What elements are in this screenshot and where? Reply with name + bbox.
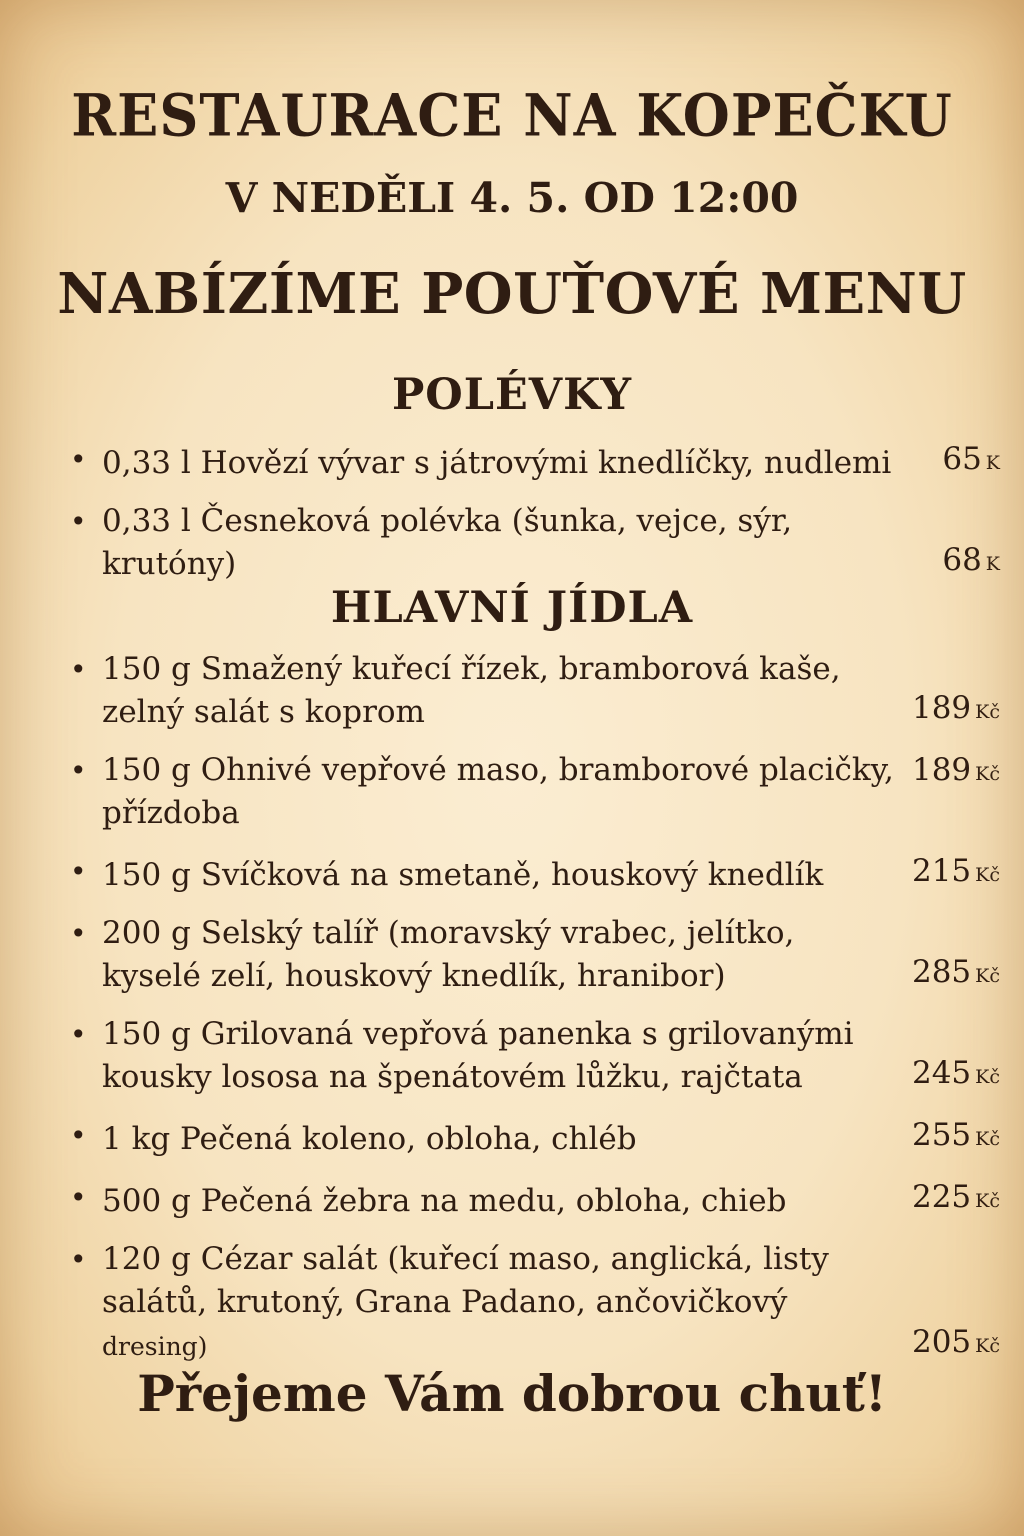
menu-item: [70, 850, 1000, 897]
price-value: 215: [911, 853, 972, 889]
price-value: 68: [942, 542, 982, 578]
item-price: [912, 749, 1000, 796]
bullet-icon: •: [70, 653, 87, 686]
price-currency: Kč: [975, 1128, 1000, 1150]
menu-headline: NABÍZÍME POUŤOVÉ MENU: [57, 261, 967, 327]
bullet-icon: •: [70, 505, 87, 538]
item-description-small: dresing): [102, 1332, 208, 1361]
item-price: [912, 1052, 1000, 1099]
price-value: 285: [911, 954, 972, 990]
footer-greeting: Přejeme Vám dobrou chuť!: [137, 1364, 887, 1423]
mains-list: [70, 648, 1000, 1383]
price-currency: Kč: [975, 1335, 1000, 1357]
price-value: 245: [911, 1055, 972, 1091]
item-description: 0,33 l Česneková polévka (šunka, vejce, sýr, krutóny): [102, 503, 793, 582]
price-currency: K: [985, 452, 1000, 474]
menu-item: [70, 438, 1000, 485]
price-currency: Kč: [975, 965, 1000, 987]
event-date: V NEDĚLI 4. 5. OD 12:00: [225, 174, 799, 222]
bullet-icon: •: [70, 1018, 87, 1051]
item-price: [912, 687, 1000, 734]
item-description: 500 g Pečená žebra na medu, obloha, chieb: [102, 1183, 787, 1219]
menu-item: [70, 1238, 1000, 1368]
item-description: 1 kg Pečená koleno, obloha, chléb: [102, 1121, 637, 1157]
item-description: 150 g Ohnivé vepřové maso, bramborové placičky, přízdoba: [102, 752, 894, 831]
bullet-icon: •: [70, 754, 87, 787]
item-price: [912, 1114, 1000, 1161]
bullet-icon: •: [70, 443, 87, 476]
price-currency: Kč: [975, 1190, 1000, 1212]
soups-list: [70, 438, 1000, 601]
item-price: [942, 438, 1000, 485]
item-price: [912, 1321, 1000, 1368]
bullet-icon: •: [70, 917, 87, 950]
price-currency: Kč: [975, 864, 1000, 886]
price-value: 255: [911, 1117, 972, 1153]
price-currency: Kč: [975, 701, 1000, 723]
price-currency: K: [985, 553, 1000, 575]
bullet-icon: •: [70, 1243, 87, 1276]
item-description-main: 120 g Cézar salát (kuřecí maso, anglická, listy salátů, krutoný, Grana Padano, ančovičkový: [102, 1241, 829, 1320]
item-price: [912, 1176, 1000, 1223]
menu-item: [70, 500, 1000, 586]
item-price: [912, 850, 1000, 897]
bullet-icon: •: [70, 1119, 87, 1152]
restaurant-name: RESTAURACE NA KOPEČKU: [71, 80, 953, 150]
price-value: 189: [911, 752, 972, 788]
item-description: 150 g Smažený kuřecí řízek, bramborová kaše, zelný salát s koprom: [102, 651, 841, 730]
item-description: 150 g Grilovaná vepřová panenka s grilovanými kousky lososa na špenátovém lůžku, rajčtata: [102, 1016, 854, 1095]
menu-item: [70, 749, 1000, 835]
price-value: 189: [911, 690, 972, 726]
price-value: 65: [942, 441, 982, 477]
price-currency: Kč: [975, 763, 1000, 785]
item-description: 150 g Svíčková na smetaně, houskový knedlík: [102, 857, 824, 893]
menu-item: [70, 648, 1000, 734]
mains-section-title: HLAVNÍ JÍDLA: [330, 583, 694, 633]
soups-section-title: POLÉVKY: [391, 370, 633, 420]
menu-item: [70, 1176, 1000, 1223]
price-value: 205: [911, 1324, 972, 1360]
item-description: 200 g Selský talíř (moravský vrabec, jelítko, kyselé zelí, houskový knedlík, hranibor): [102, 915, 795, 994]
bullet-icon: •: [70, 855, 87, 888]
bullet-icon: •: [70, 1181, 87, 1214]
item-description: 0,33 l Hovězí vývar s játrovými knedlíčky, nudlemi: [102, 445, 892, 481]
price-currency: Kč: [975, 1066, 1000, 1088]
menu-item: [70, 1013, 1000, 1099]
item-price: [912, 951, 1000, 998]
menu-item: [70, 912, 1000, 998]
price-value: 225: [911, 1179, 972, 1215]
menu-item: [70, 1114, 1000, 1161]
item-description: [102, 1238, 912, 1368]
item-price: [942, 539, 1000, 586]
